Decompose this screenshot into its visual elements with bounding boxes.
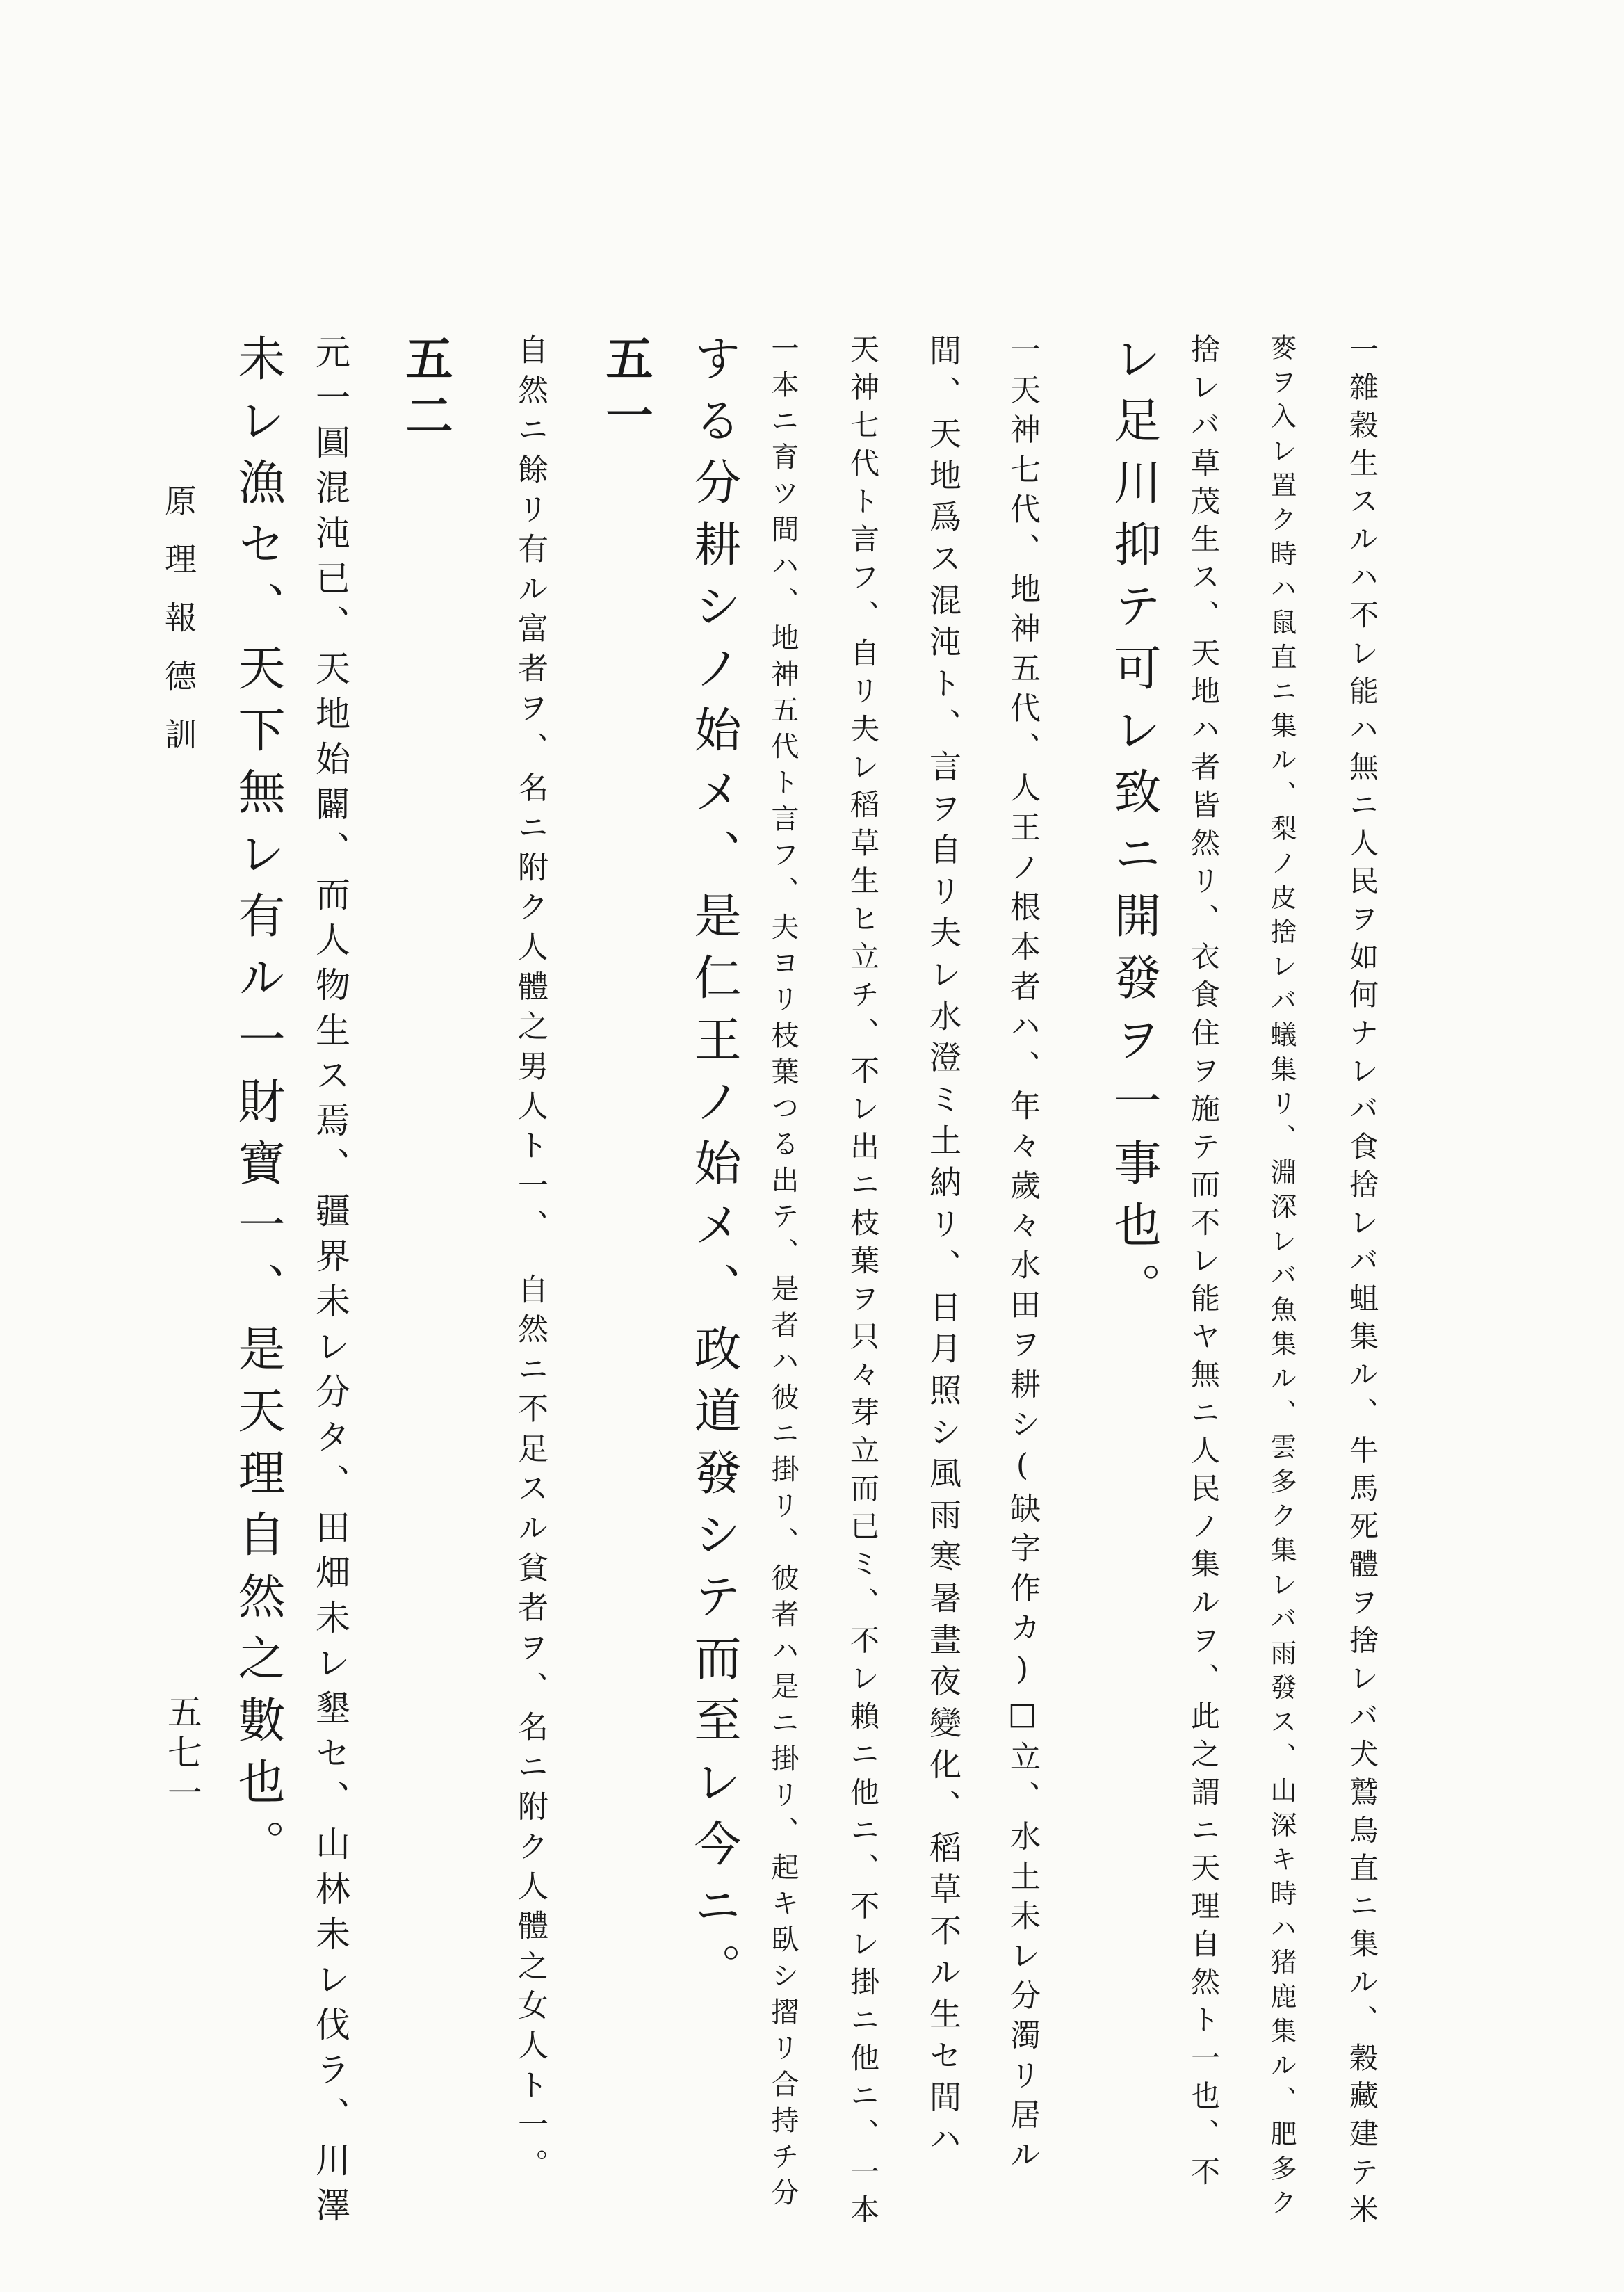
text-column: 捨レバ草茂生ス、天地ハ者皆然リ、衣食住ヲ施テ而不レ能ヤ無ニ人民ノ集ルヲ、此之謂ニ天理自然ト一也、不 <box>1187 334 1221 2195</box>
text-column: 元一圓混沌已、天地始闢、而人物生ス焉、疆界未レ分タ、田畑未レ墾セ、山林未レ伐ラ、川澤 <box>310 334 350 2232</box>
running-title: 原理報德訓 <box>160 484 197 776</box>
text-column: 麥ヲ入レ置ク時ハ鼠直ニ集ル、梨ノ皮捨レバ蟻集リ、淵深レバ魚集ル、雲多ク集レバ雨發ス、山深キ時ハ猪鹿集ル、肥多ク <box>1266 334 1297 2223</box>
text-column: 一雜穀生スルハ不レ能ハ無ニ人民ヲ如何ナレバ食捨レバ蛆集ル、牛馬死體ヲ捨レバ犬鷲鳥直ニ集ル、穀藏建テ米 <box>1345 334 1379 2232</box>
text-column: 一本ニ育ツ間ハ、地神五代ト言フ、夫ヨリ枝葉つる出テ、是者ハ彼ニ掛リ、彼者ハ是ニ掛リ、起キ臥シ摺リ合持チ分 <box>767 334 799 2214</box>
text-column: 自然ニ餘リ有ル富者ヲ、名ニ附ク人體之男人ト一、 自然ニ不足スル貧者ヲ、名ニ附ク人體之女人ト一。 <box>512 334 548 2188</box>
text-column: 未レ漁セ、天下無レ有ル一財寶一、是天理自然之數也。 <box>230 334 285 1881</box>
text-column: 間、天地爲ス混沌ト、言ヲ自リ夫レ水澄ミ土納リ、日月照シ風雨寒暑晝夜變化、稻草不ル生セ間ハ <box>925 334 962 2164</box>
text-column: レ足川抑テ可レ致ニ開發ヲ一事也。 <box>1106 334 1161 1324</box>
section-heading: 五一 <box>598 334 653 448</box>
text-column: 一天神七代、地神五代、人王ノ根本者ハ、年々歲々水田ヲ耕シ(缺字作カ)□立、水土未レ分濁リ居ル <box>1005 334 1040 2179</box>
page-number: 五七一 <box>162 1694 202 1815</box>
text-column: 天神七代ト言フ、自リ夫レ稻草生ヒ立チ、不レ出ニ枝葉ヲ只々芽立而已ミ、不レ賴ニ他ニ、不レ掛ニ他ニ、一本 <box>846 334 880 2232</box>
text-column: する分耕シノ始メ、是仁王ノ始メ、政道發シテ而至レ今ニ。 <box>686 334 741 2005</box>
section-heading: 五二 <box>398 334 453 448</box>
